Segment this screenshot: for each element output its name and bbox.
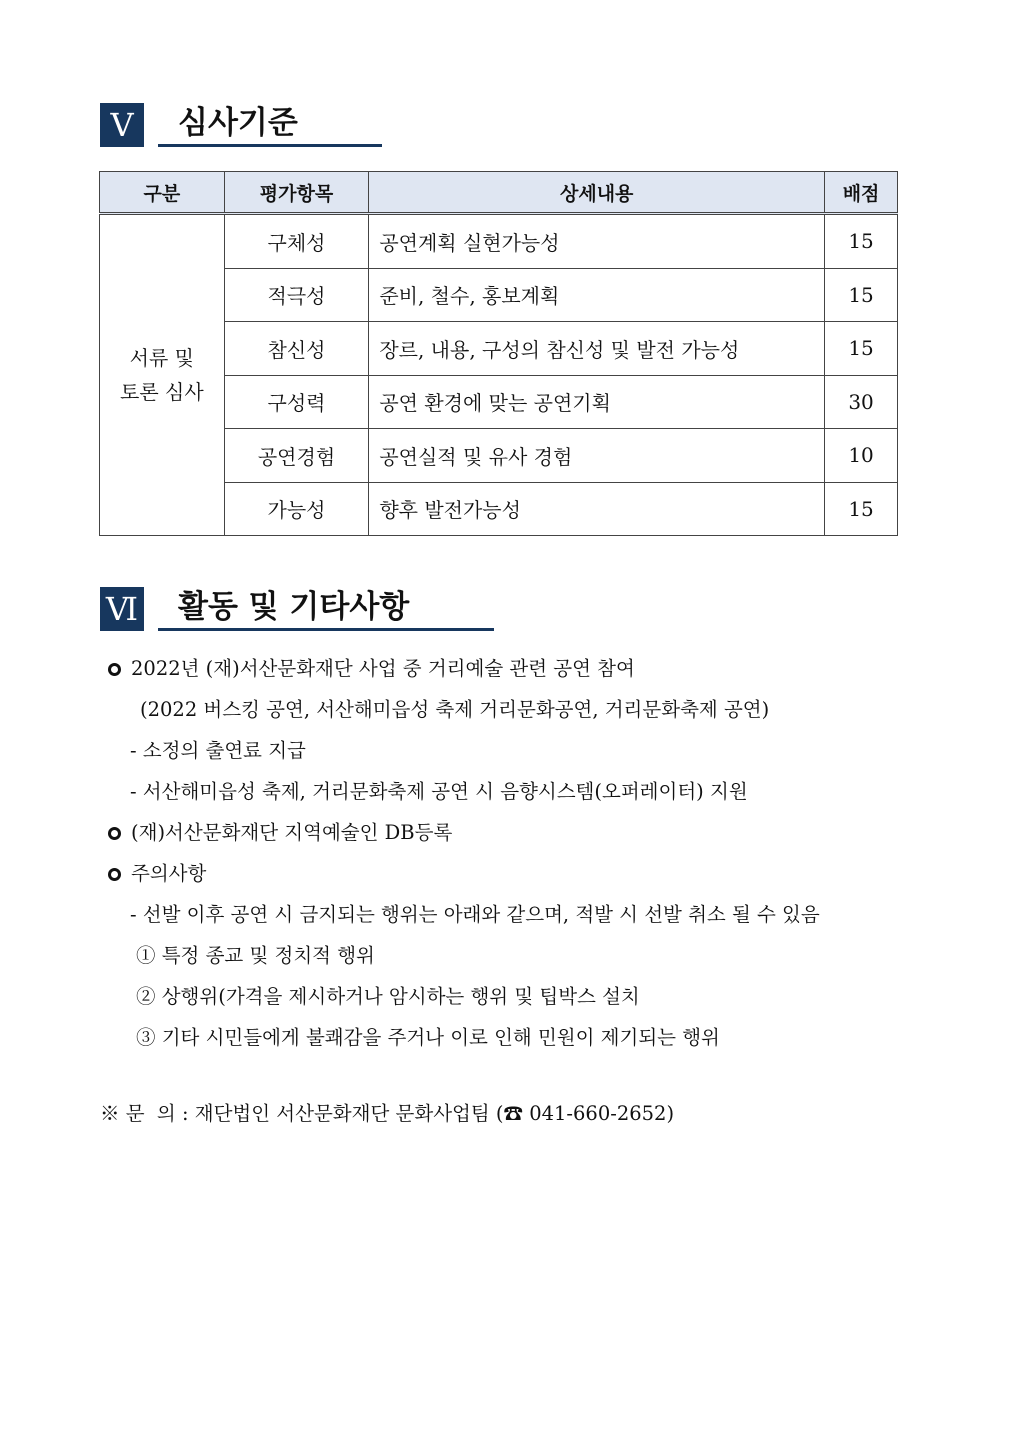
activities-list: [108, 648, 820, 1058]
item-cell: 적극성: [224, 268, 369, 322]
detail-cell: 장르, 내용, 구성의 참신성 및 발전 가능성: [369, 322, 825, 376]
group-label-cell: [100, 214, 225, 536]
detail-cell: 향후 발전가능성: [369, 482, 825, 536]
detail-cell: 준비, 철수, 홍보계획: [369, 268, 825, 322]
score-cell: 15: [825, 322, 898, 376]
detail-cell: 공연계획 실현가능성: [369, 214, 825, 269]
item-cell: 참신성: [224, 322, 369, 376]
detail-cell: 공연실적 및 유사 경험: [369, 429, 825, 483]
score-cell: 15: [825, 482, 898, 536]
score-cell: 10: [825, 429, 898, 483]
header-item: 평가항목: [224, 172, 369, 214]
section-6-numeral: Ⅵ: [100, 587, 144, 631]
score-cell: 15: [825, 268, 898, 322]
list-item-sub: (2022 버스킹 공연, 서산해미읍성 축제 거리문화공연, 거리문화축제 공연): [140, 698, 770, 721]
section-5-numeral: V: [100, 103, 144, 147]
list-item: [108, 853, 820, 894]
list-item-dash: - 소정의 출연료 지급: [130, 739, 306, 762]
list-item-dash: - 선발 이후 공연 시 금지되는 행위는 아래와 같으며, 적발 시 선발 취소 될 수 있음: [130, 903, 820, 926]
table-row: [100, 214, 898, 269]
circle-bullet-icon: [108, 663, 121, 676]
list-item-text: 주의사항: [131, 862, 207, 885]
header-detail: 상세내용: [369, 172, 825, 214]
item-cell: 구체성: [224, 214, 369, 269]
circle-bullet-icon: [108, 827, 121, 840]
section-5-title: 심사기준: [158, 103, 382, 147]
score-cell: 30: [825, 375, 898, 429]
section-6-title: 활동 및 기타사항: [158, 587, 494, 631]
list-item-numbered: ① 특정 종교 및 정치적 행위: [136, 944, 375, 967]
list-item: [108, 648, 820, 689]
group-label-line2: 토론 심사: [120, 380, 204, 404]
table-header-row: [100, 172, 898, 214]
header-score: 배점: [825, 172, 898, 214]
item-cell: 가능성: [224, 482, 369, 536]
circle-bullet-icon: [108, 868, 121, 881]
list-item-numbered: ② 상행위(가격을 제시하거나 암시하는 행위 및 팁박스 설치: [136, 985, 640, 1008]
item-cell: 구성력: [224, 375, 369, 429]
list-item: [108, 812, 820, 853]
detail-cell: 공연 환경에 맞는 공연기획: [369, 375, 825, 429]
header-category: 구분: [100, 172, 225, 214]
group-label-line1: 서류 및: [129, 346, 194, 370]
contact-info: [100, 1096, 674, 1132]
score-cell: 15: [825, 214, 898, 269]
list-item-numbered: ③ 기타 시민들에게 불쾌감을 주거나 이로 인해 민원이 제기되는 행위: [136, 1026, 720, 1049]
item-cell: 공연경험: [224, 429, 369, 483]
list-item-text: 2022년 (재)서산문화재단 사업 중 거리예술 관련 공연 참여: [131, 657, 635, 680]
contact-text: 재단법인 서산문화재단 문화사업팀 (☎ 041-660-2652): [194, 1102, 675, 1125]
contact-label: ※ 문 의 :: [100, 1102, 189, 1125]
list-item-dash: - 서산해미읍성 축제, 거리문화축제 공연 시 음향시스템(오퍼레이터) 지원: [130, 780, 748, 803]
evaluation-criteria-table: [99, 171, 898, 536]
list-item-text: (재)서산문화재단 지역예술인 DB등록: [131, 821, 453, 844]
